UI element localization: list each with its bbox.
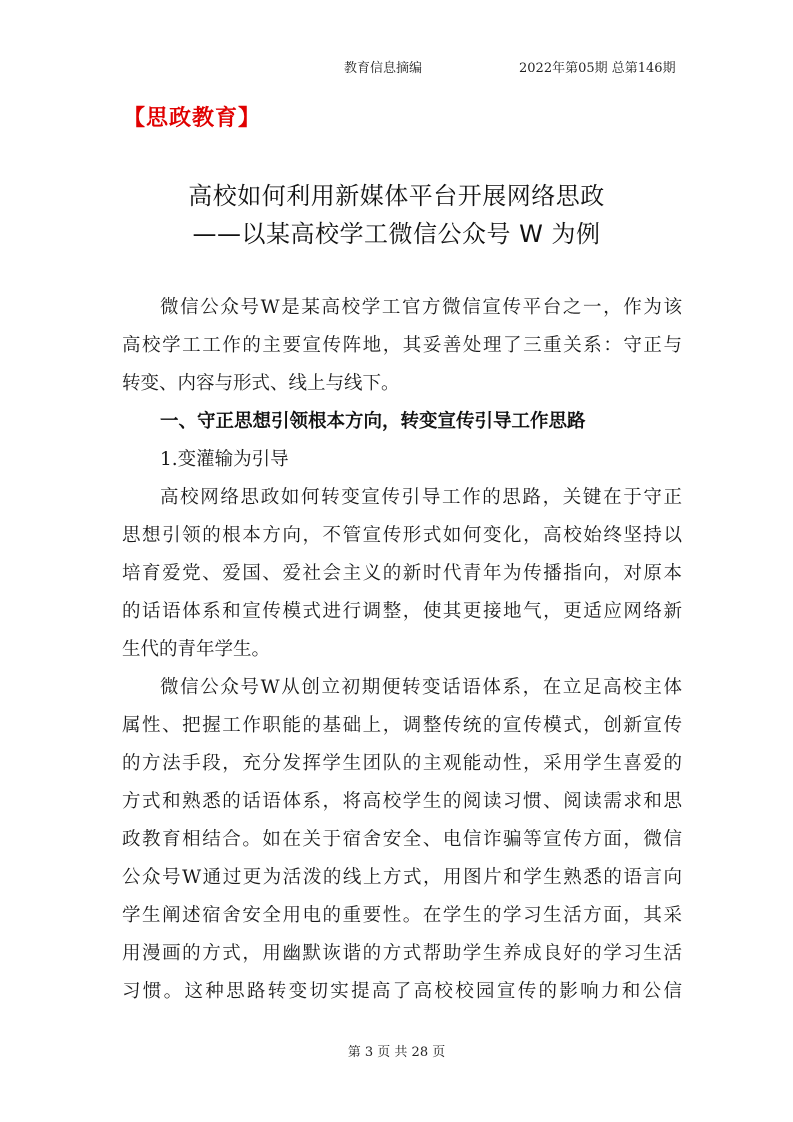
paragraph-line: 习惯。这种思路转变切实提高了高校校园宣传的影响力和公信	[122, 981, 682, 1002]
paragraph-line: 微信公众号W从创立初期便转变话语体系，在立足高校主体	[160, 677, 682, 698]
paragraph-line: 的话语体系和宣传模式进行调整，使其更接地气，更适应网络新	[122, 601, 682, 622]
intro-line: 转变、内容与形式、线上与线下。	[122, 373, 400, 394]
article-title: 高校如何利用新媒体平台开展网络思政	[188, 182, 605, 210]
paragraph-line: 公众号W通过更为活泼的线上方式，用图片和学生熟悉的语言向	[122, 867, 682, 888]
page-footer: 第 3 页 共 28 页	[347, 1045, 446, 1060]
paragraph-line: 用漫画的方式，用幽默诙谐的方式帮助学生养成良好的学习生活	[122, 943, 682, 964]
article-subtitle: ——以某高校学工微信公众号 W 为例	[192, 220, 601, 248]
paragraph-line: 学生阐述宿舍安全用电的重要性。在学生的学习生活方面，其采	[122, 905, 682, 926]
paragraph-line: 高校网络思政如何转变宣传引导工作的思路，关键在于守正	[160, 487, 682, 508]
paragraph-line: 方式和熟悉的话语体系，将高校学生的阅读习惯、阅读需求和思	[122, 791, 682, 812]
paragraph-line: 属性、把握工作职能的基础上，调整传统的宣传模式，创新宣传	[122, 715, 682, 736]
issue-number: 2022年第05期 总第146期	[519, 61, 676, 76]
paragraph-line: 生代的青年学生。	[122, 639, 271, 660]
publication-name: 教育信息摘编	[344, 61, 423, 76]
column-tag: 【思政教育】	[123, 106, 262, 131]
paragraph-line: 的方法手段，充分发挥学生团队的主观能动性，采用学生喜爱的	[122, 753, 682, 774]
section-heading: 一、守正思想引领根本方向，转变宣传引导工作思路	[160, 411, 586, 432]
subsection-heading: 1.变灌输为引导	[160, 449, 289, 470]
page-header	[0, 57, 793, 77]
intro-line: 微信公众号W是某高校学工官方微信宣传平台之一，作为该	[160, 297, 682, 318]
intro-line: 高校学工工作的主要宣传阵地，其妥善处理了三重关系：守正与	[122, 335, 682, 356]
paragraph-line: 政教育相结合。如在关于宿舍安全、电信诈骗等宣传方面，微信	[122, 829, 682, 850]
paragraph-line: 思想引领的根本方向，不管宣传形式如何变化，高校始终坚持以	[122, 525, 682, 546]
paragraph-line: 培育爱党、爱国、爱社会主义的新时代青年为传播指向，对原本	[122, 563, 682, 584]
